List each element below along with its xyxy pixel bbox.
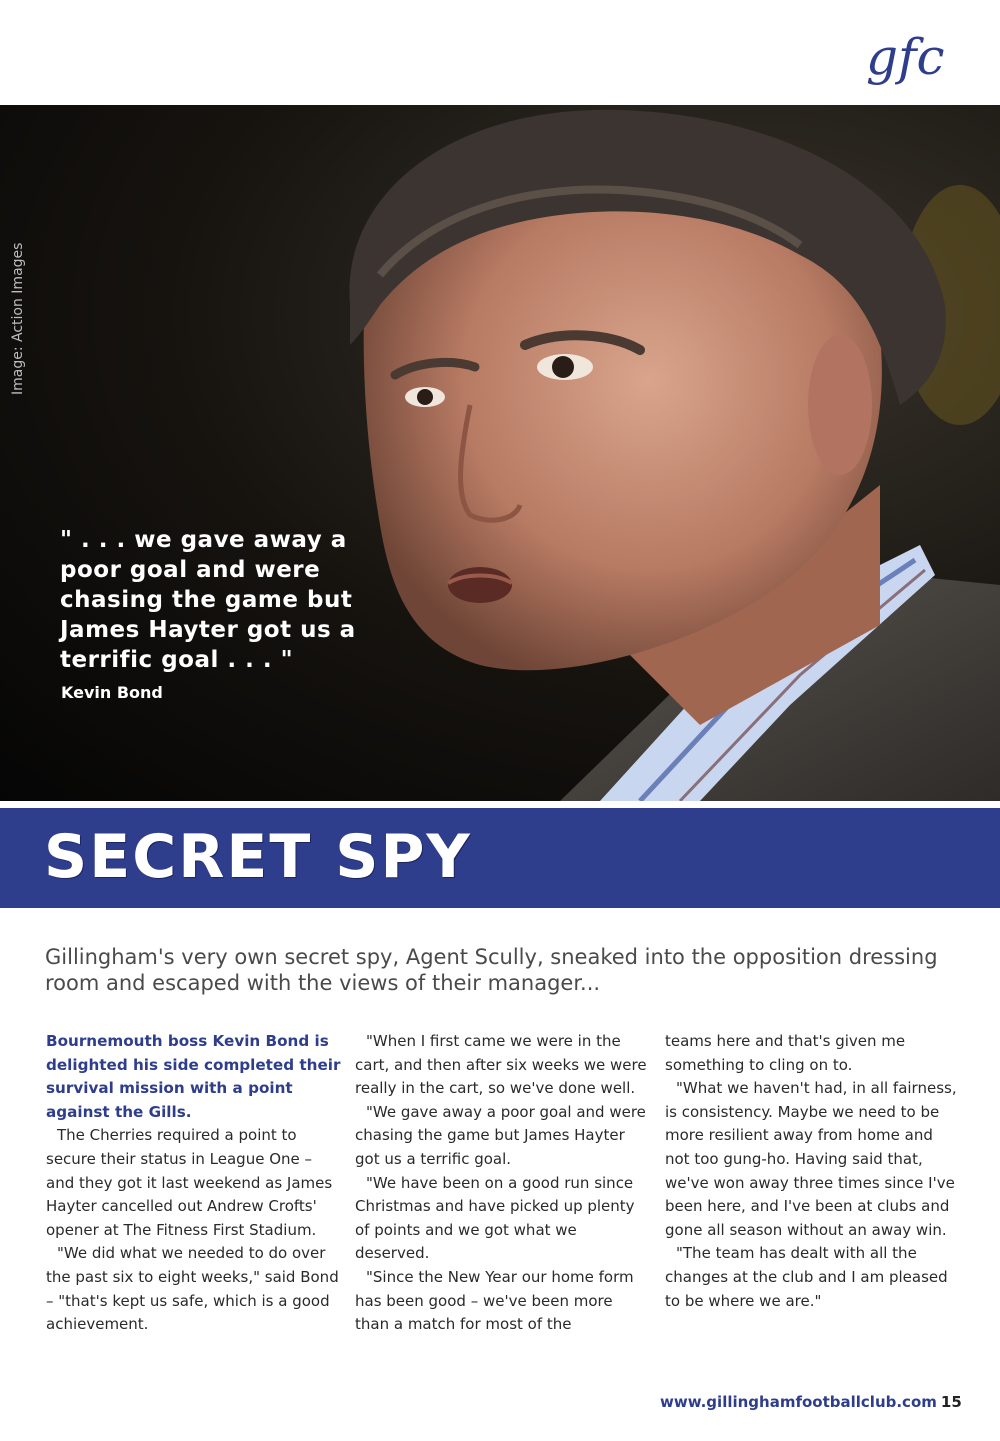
image-credit: Image: Action Images [10,242,26,395]
page-number: 15 [940,1393,962,1411]
article-paragraph: "What we haven't had, in all fairness, is consistency. Maybe we need to be more resilient away from home and not too gung-ho. Having said that, we've won away three times since I've been here, and I've been at clubs and gone all season without an away win. [665,1079,957,1239]
article-paragraph: teams here and that's given me something to cling on to. [665,1032,906,1074]
article-paragraph: The Cherries required a point to secure their status in League One – and they got it last weekend as James Hayter cancelled out Andrew Crofts' opener at The Fitness First Stadium. [46,1126,333,1239]
logo-text: gfc [866,28,945,86]
article-column-1 [46,1030,341,1337]
article-column-3 [665,1030,960,1313]
club-logo [860,22,960,92]
article-paragraph: "We have been on a good run since Christmas and have picked up plenty of points and we got what we deserved. [355,1173,635,1263]
page-footer [660,1393,962,1411]
manager-photo [0,105,1000,801]
section-banner [0,808,1000,908]
article-paragraph: "When I first came we were in the cart, and then after six weeks we were really in the cart, so we've done well. [355,1032,647,1098]
article-paragraph: "Since the New Year our home form has been good – we've been more than a match for most of the [355,1267,634,1334]
article-intro: Gillingham's very own secret spy, Agent Scully, sneaked into the opposition dressing room and escaped with the views of their manager... [45,945,938,995]
page-title: SECRET SPY [44,822,472,892]
article-paragraph: "We gave away a poor goal and were chasing the game but James Hayter got us a terrific goal. [355,1102,646,1168]
website-link[interactable]: www.gillinghamfootballclub.com [660,1393,937,1411]
article-paragraph: "We did what we needed to do over the past six to eight weeks," said Bond – "that's kept us safe, which is a good achievement. [46,1244,339,1334]
article-paragraph: "The team has dealt with all the changes at the club and I am pleased to be where we are." [665,1244,948,1310]
article-column-2 [355,1030,650,1337]
article-lead: Bournemouth boss Kevin Bond is delighted his side completed their survival mission with a point against the Gills. [46,1032,341,1121]
pull-quote: " . . . we gave away a poor goal and were chasing the game but James Hayter got us a terrific goal . . . " [60,527,356,673]
pull-quote-author: Kevin Bond [61,683,163,702]
